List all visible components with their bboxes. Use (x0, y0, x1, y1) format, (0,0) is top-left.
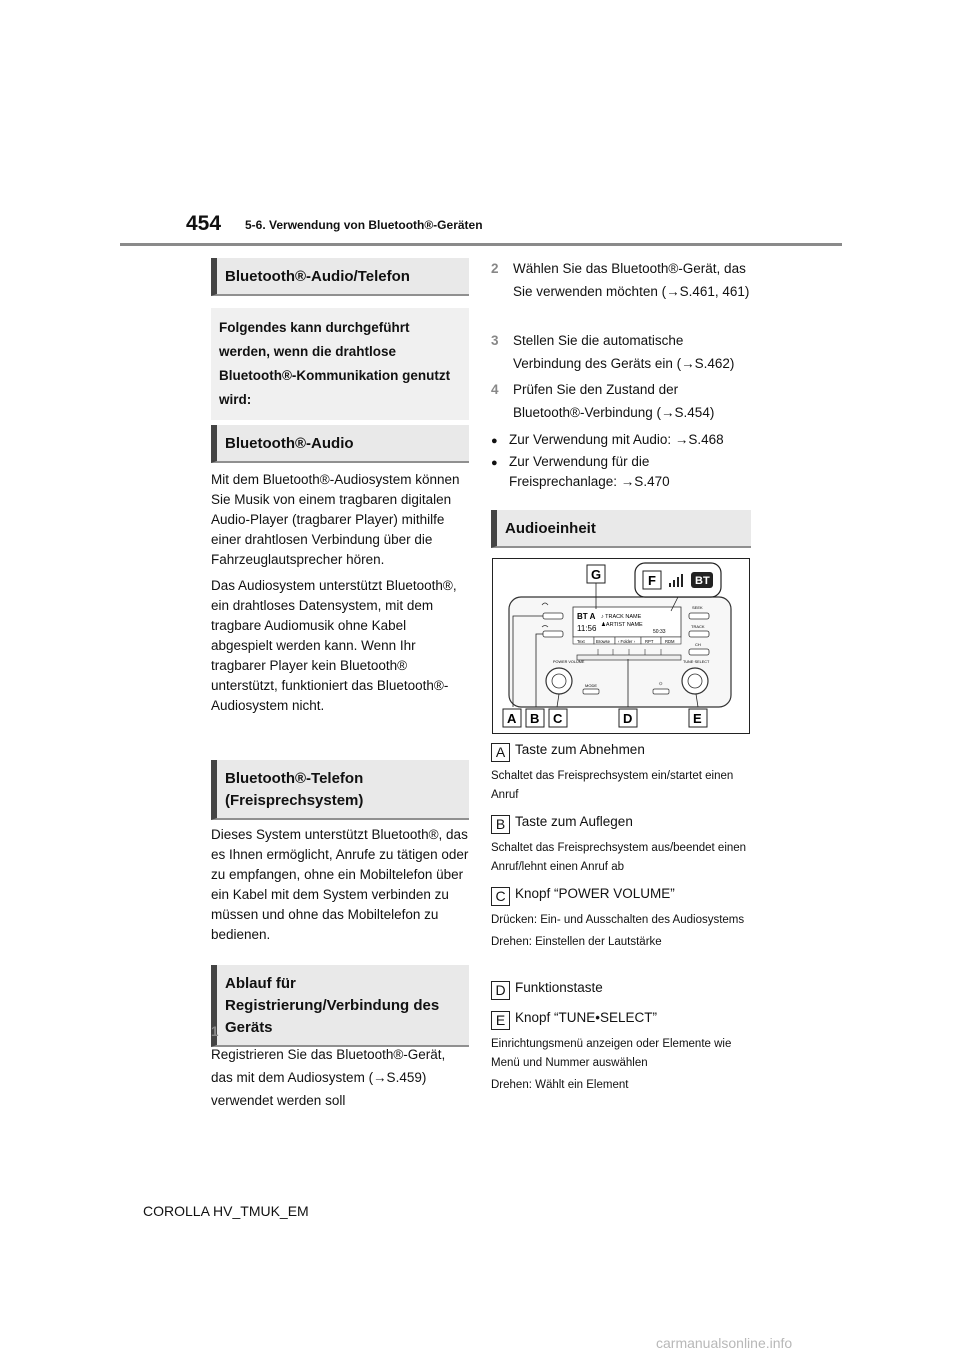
step-2 (491, 257, 751, 303)
item-title-text: Funktionstaste (515, 980, 603, 995)
callout-e: E (693, 711, 702, 726)
softkey-label: Text (577, 639, 585, 644)
item-title-text: Knopf “TUNE•SELECT” (515, 1010, 658, 1025)
bullet-text: Zur Verwendung mit Audio: →S.468 (509, 432, 724, 447)
mode-button (583, 689, 599, 694)
display-track: ♪ TRACK NAME (601, 614, 642, 620)
page-number: 454 (186, 212, 222, 235)
item-title (491, 884, 751, 906)
step-text: Wählen Sie das Bluetooth®-Gerät, das Sie verwenden möchten (→S.461, 461) (513, 261, 750, 299)
item-desc-2: Drehen: Wählt ein Element (491, 1079, 629, 1091)
step-1 (211, 1020, 469, 1112)
item-letter: C (491, 887, 510, 906)
display-artist: ♟ARTIST NAME (601, 622, 643, 628)
item-title-text: Taste zum Abnehmen (515, 742, 645, 757)
step-number: 2 (491, 261, 499, 276)
bullet-handsfree (491, 452, 751, 492)
item-letter: E (491, 1011, 510, 1030)
display-clock: 11:56 (577, 624, 597, 633)
item-letter: B (491, 815, 510, 834)
channel-label: CH (695, 642, 701, 647)
section-title-audio-phone: Bluetooth®-Audio/Telefon (211, 258, 469, 296)
intro-note: Folgendes kann durchgeführt werden, wenn die drahtlose Bluetooth®-Kommunikation genutzt wird: (211, 308, 469, 420)
step-text: Stellen Sie die automatische Verbindung des Geräts ein (→S.462) (513, 333, 735, 371)
mode-label: MODE (585, 683, 597, 688)
callout-c: C (553, 711, 563, 726)
step-4 (491, 378, 751, 424)
preset-strip (577, 655, 681, 660)
display-source: BT A (577, 612, 596, 621)
item-desc-2: Drehen: Einstellen der Lautstärke (491, 936, 662, 948)
softkey-row (573, 637, 681, 644)
audio-paragraph-1: Mit dem Bluetooth®-Audiosystem können Sie Musik von einem tragbaren digitalen Audio-Player (tragbarer Player) mithilfe einer drahtlosen Verbindung über die Fahrzeuglautsprecher hören. (211, 472, 460, 567)
section-title-audio: Bluetooth®-Audio (211, 425, 469, 463)
softkey-label: RPT (645, 639, 654, 644)
footer-model: COROLLA HV_TMUK_EM (143, 1203, 309, 1219)
light-button (653, 689, 669, 694)
watermark: carmanualsonline.info (656, 1335, 793, 1351)
phone-paragraph: Dieses System unterstützt Bluetooth®, das es Ihnen ermöglicht, Anrufe zu tätigen oder zu empfangen, ohne ein Mobiltelefon über ein Kabel mit dem System verbinden zu müssen und ohne das Mobiltelefon zu bedienen. (211, 827, 469, 942)
channel-button (689, 649, 709, 655)
item-desc: Schaltet das Freisprechsystem ein/startet einen Anruf (491, 770, 734, 801)
step-text: Registrieren Sie das Bluetooth®-Gerät, das mit dem Audiosystem (→S.459) verwendet werden soll (211, 1047, 446, 1108)
item-d (491, 978, 751, 1000)
audio-unit-illustration (493, 559, 749, 733)
step-number: 1 (211, 1024, 219, 1039)
item-title (491, 740, 751, 762)
chapter-title: 5-6. Verwendung von Bluetooth®-Geräten (245, 218, 483, 232)
item-letter: D (491, 981, 510, 1000)
header-rule (120, 243, 842, 246)
callout-a: A (507, 711, 517, 726)
track-button (689, 631, 709, 637)
item-title-text: Knopf “POWER VOLUME” (515, 886, 675, 901)
bullet-text: Zur Verwendung für die Freisprechanlage: →S.470 (509, 454, 670, 489)
softkey-label: RDM (665, 639, 675, 644)
item-title (491, 1008, 751, 1030)
softkey-label: ‹ Folder › (618, 639, 635, 644)
callout-g: G (591, 567, 602, 582)
item-b (491, 812, 751, 877)
track-label: TRACK (691, 624, 705, 629)
audio-text (211, 470, 469, 722)
item-c (491, 884, 751, 952)
item-desc: Schaltet das Freisprechsystem aus/beendet einen Anruf/lehnt einen Anruf ab (491, 842, 747, 873)
sun-icon: ☼ (658, 681, 664, 687)
audio-unit-figure (492, 558, 750, 734)
callout-f: F (648, 573, 656, 588)
tune-select-label: TUNE·SELECT (683, 660, 710, 664)
section-title-audio-unit: Audioeinheit (491, 510, 751, 548)
item-desc: Einrichtungsmenü anzeigen oder Elemente wie Menü und Nummer auswählen (491, 1038, 732, 1069)
bt-badge-text: BT (695, 575, 710, 587)
display-time: 50:33 (653, 629, 666, 635)
item-title-text: Taste zum Auflegen (515, 814, 633, 829)
step-number: 3 (491, 333, 499, 348)
item-e (491, 1008, 751, 1095)
seek-label: SEEK (692, 605, 703, 610)
softkey-label: Browse (596, 639, 610, 644)
section-title-phone: Bluetooth®-Telefon (Freisprechsystem) (211, 760, 469, 820)
bullet-icon: ● (491, 435, 498, 447)
item-letter: A (491, 743, 510, 762)
callout-b: B (530, 711, 540, 726)
section-title-registration: Ablauf für Registrierung/Verbindung des Geräts (211, 965, 469, 1047)
bullet-audio (491, 430, 751, 451)
item-title (491, 812, 751, 834)
step-3 (491, 329, 751, 375)
hangup-button (543, 631, 563, 637)
bullet-icon: ● (491, 457, 498, 469)
power-volume-label: POWER VOLUME (553, 660, 585, 664)
item-title (491, 978, 751, 1000)
callout-d: D (623, 711, 633, 726)
seek-button (689, 613, 709, 619)
step-text: Prüfen Sie den Zustand der Bluetooth®-Verbindung (→S.454) (513, 382, 715, 420)
pickup-button (543, 613, 563, 619)
item-desc: Drücken: Ein- und Ausschalten des Audiosystems (491, 914, 745, 926)
audio-paragraph-2: Das Audiosystem unterstützt Bluetooth®, ein drahtloses Datensystem, mit dem tragbare Audiomusik ohne Kabel abgespielt werden kann. Wenn Ihr tragbarer Player kein Bluetooth® unterstützt, funktioniert das Bluetooth®-Audiosystem nicht. (211, 578, 457, 713)
step-number: 4 (491, 382, 499, 397)
item-a (491, 740, 751, 805)
